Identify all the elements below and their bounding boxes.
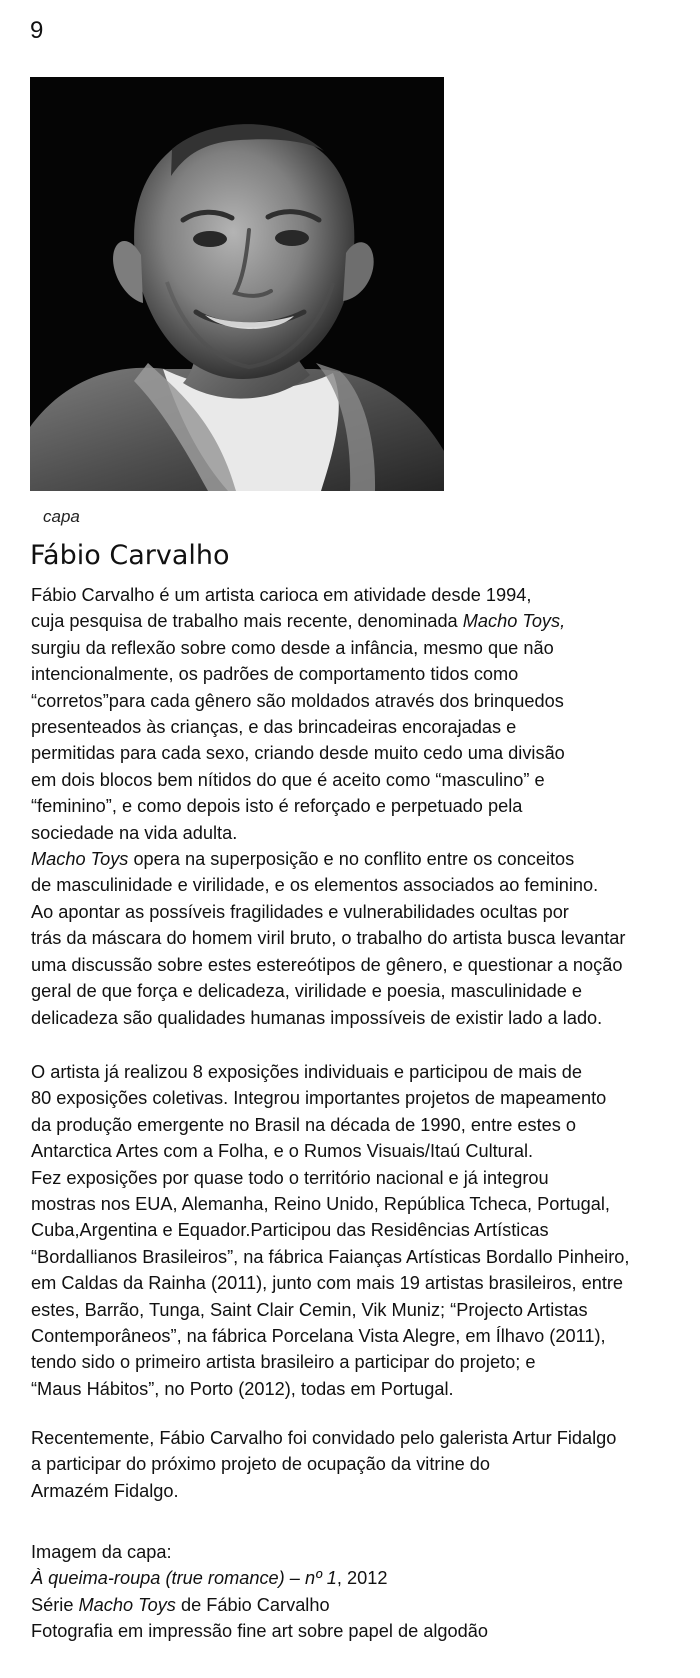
series-artist: de Fábio Carvalho: [175, 1594, 330, 1615]
text-segment: em dois blocos bem nítidos do que é aceito como “masculino” e: [31, 769, 545, 790]
text-line: [31, 925, 691, 951]
text-line: Armazém Fidalgo.: [31, 1480, 179, 1501]
text-line: tendo sido o primeiro artista brasileiro a participar do projeto; e: [31, 1352, 536, 1373]
text-line: [31, 978, 691, 1004]
paragraph-exhibitions: [31, 1059, 691, 1402]
text-line: [31, 740, 691, 766]
text-line: [31, 899, 691, 925]
text-line: [31, 793, 691, 819]
text-segment: Fábio Carvalho é um artista carioca em atividade desde 1994,: [31, 585, 532, 605]
text-segment: presenteados às crianças, e das brincadeiras encorajadas e: [31, 717, 517, 738]
text-segment: “feminino”, e como depois isto é reforçado e perpetuado pela: [31, 796, 523, 817]
page-number: 9: [30, 17, 44, 44]
text-segment: trás da máscara do homem viril bruto, o trabalho do artista busca levantar: [31, 928, 626, 949]
artwork-year: , 2012: [336, 1568, 388, 1589]
text-line: a participar do próximo projeto de ocupação da vitrine do: [31, 1454, 491, 1475]
text-line: [31, 872, 691, 898]
text-line: [31, 582, 691, 608]
series-prefix: Série: [31, 1594, 79, 1615]
text-segment: geral de que força e delicadeza, virilidade e poesia, masculinidade e: [31, 981, 583, 1002]
page-title: Fábio Carvalho: [30, 540, 230, 571]
text-line: [31, 952, 691, 978]
text-line: Recentemente, Fábio Carvalho foi convidado pelo galerista Artur Fidalgo: [31, 1428, 617, 1448]
text-line: da produção emergente no Brasil na década de 1990, entre estes o: [31, 1114, 576, 1135]
text-line: [31, 661, 691, 687]
cover-image-heading: Imagem da capa:: [31, 1542, 172, 1562]
artwork-title: À queima-roupa (true romance) – nº 1: [31, 1568, 337, 1589]
text-line: “Bordallianos Brasileiros”, na fábrica Faianças Artísticas Bordallo Pinheiro,: [31, 1246, 630, 1267]
text-line: Cuba,Argentina e Equador.Participou das Residências Artísticas: [31, 1220, 549, 1241]
text-segment: cuja pesquisa de trabalho mais recente, denominada: [31, 611, 463, 632]
medium-line: Fotografia em impressão fine art sobre papel de algodão: [31, 1621, 488, 1642]
text-line: [31, 820, 691, 846]
text-segment: surgiu da reflexão sobre como desde a infância, mesmo que não: [31, 637, 554, 658]
text-line: estes, Barrão, Tunga, Saint Clair Cemin, Vik Muniz; “Projecto Artistas: [31, 1299, 588, 1320]
text-segment: sociedade na vida adulta.: [31, 822, 238, 843]
paragraph-biography: [31, 582, 691, 1031]
text-line: [31, 635, 691, 661]
text-line: em Caldas da Rainha (2011), junto com mais 19 artistas brasileiros, entre: [31, 1273, 624, 1294]
portrait-photo: [30, 77, 444, 491]
text-segment: permitidas para cada sexo, criando desde muito cedo uma divisão: [31, 743, 565, 764]
text-segment: de masculinidade e virilidade, e os elementos associados ao feminino.: [31, 875, 599, 896]
text-segment: intencionalmente, os padrões de comportamento tidos como: [31, 664, 519, 685]
text-segment: Ao apontar as possíveis fragilidades e vulnerabilidades ocultas por: [31, 901, 569, 922]
italic-title: Macho Toys: [31, 849, 129, 870]
text-segment: opera na superposição e no conflito entre os conceitos: [128, 849, 575, 870]
text-segment: uma discussão sobre estes estereótipos de gênero, e questionar a noção: [31, 954, 623, 975]
text-segment: delicadeza são qualidades humanas impossíveis de existir lado a lado.: [31, 1007, 603, 1028]
series-line: [31, 1592, 691, 1618]
text-line: [31, 1005, 691, 1031]
text-line: [31, 846, 691, 872]
text-line: “Maus Hábitos”, no Porto (2012), todas em Portugal.: [31, 1378, 454, 1399]
text-line: [31, 714, 691, 740]
text-line: 80 exposições coletivas. Integrou importantes projetos de mapeamento: [31, 1088, 607, 1109]
text-line: Fez exposições por quase todo o território nacional e já integrou: [31, 1167, 549, 1188]
cover-image-credits: [31, 1539, 691, 1645]
photo-caption: capa: [43, 507, 80, 526]
text-line: mostras nos EUA, Alemanha, Reino Unido, República Tcheca, Portugal,: [31, 1194, 610, 1215]
text-segment: “corretos”para cada gênero são moldados através dos brinquedos: [31, 690, 564, 711]
text-line: [31, 767, 691, 793]
text-line: Contemporâneos”, na fábrica Porcelana Vista Alegre, em Ílhavo (2011),: [31, 1326, 606, 1347]
italic-title: Macho Toys,: [462, 611, 566, 632]
portrait-illustration: [30, 77, 444, 491]
text-line: [31, 608, 691, 634]
series-title: Macho Toys: [78, 1594, 176, 1615]
text-line: [31, 688, 691, 714]
text-line: O artista já realizou 8 exposições individuais e participou de mais de: [31, 1062, 582, 1082]
text-line: Antarctica Artes com a Folha, e o Rumos Visuais/Itaú Cultural.: [31, 1141, 534, 1162]
paragraph-recent-invitation: [31, 1425, 691, 1504]
artwork-title-line: [31, 1565, 691, 1591]
